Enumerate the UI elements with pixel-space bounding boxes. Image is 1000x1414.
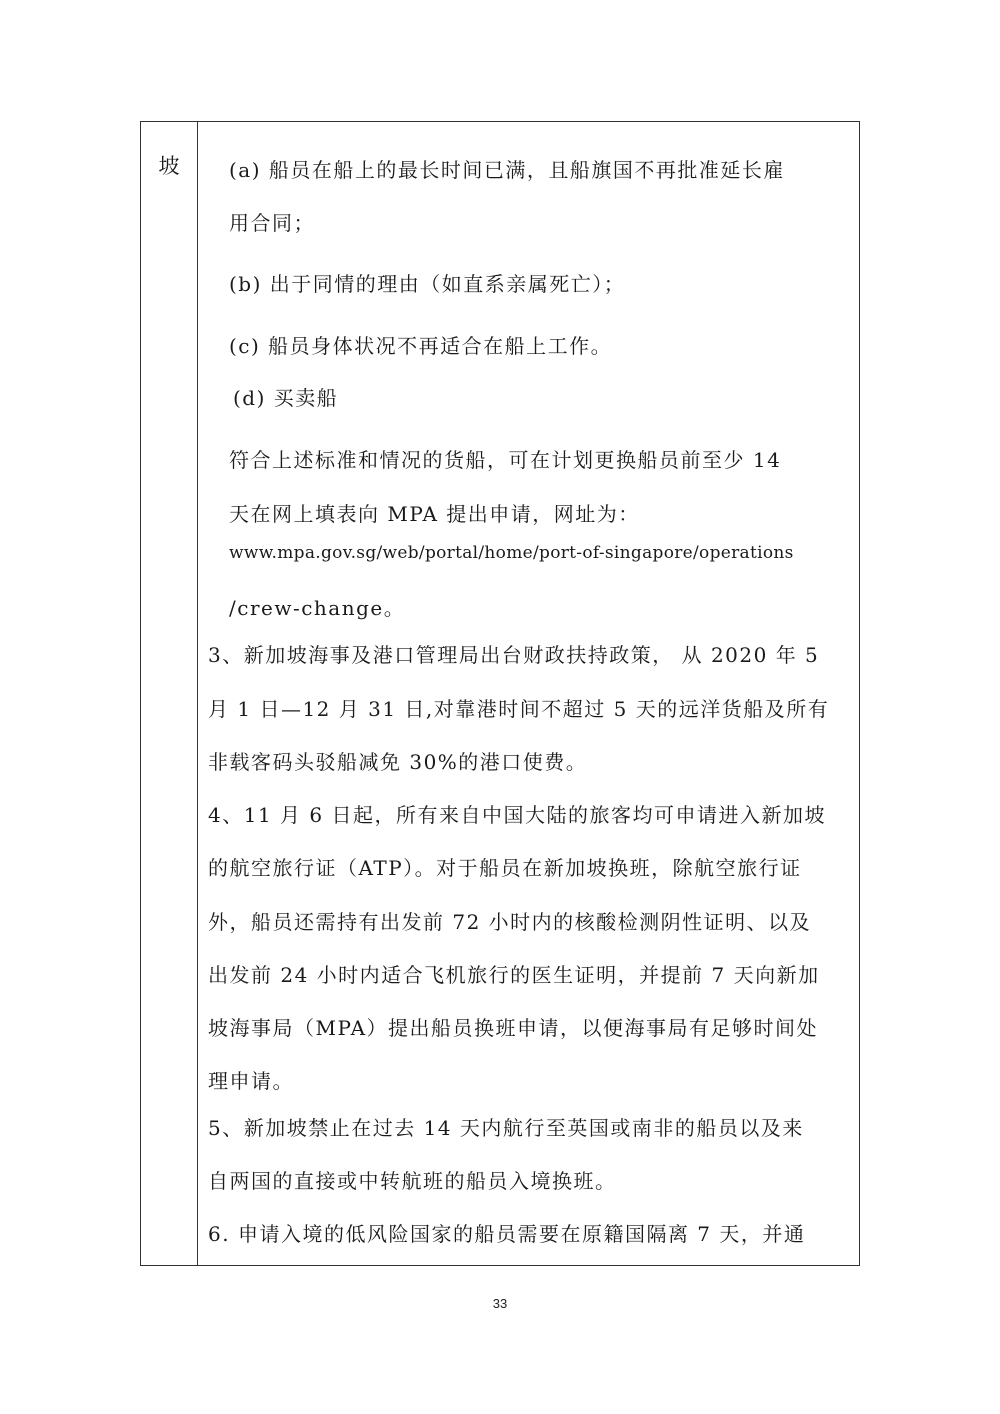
page-number: 33	[492, 1296, 508, 1311]
text-line: 6. 申请入境的低风险国家的船员需要在原籍国隔离 7 天，并通	[208, 1222, 806, 1246]
text-line: (d) 买卖船	[233, 386, 339, 410]
text-line: 4、11 月 6 日起，所有来自中国大陆的旅客均可申请进入新加坡	[208, 803, 826, 827]
text-line: 符合上述标准和情况的货船，可在计划更换船员前至少 14	[229, 448, 782, 472]
text-line: 月 1 日—12 月 31 日,对靠港时间不超过 5 天的远洋货船及所有	[208, 697, 830, 721]
text-line: 天在网上填表向 MPA 提出申请，网址为：	[229, 502, 640, 526]
text-line: 出发前 24 小时内适合飞机旅行的医生证明，并提前 7 天向新加	[208, 963, 820, 987]
text-line: 理申请。	[208, 1069, 294, 1093]
text-line: 非载客码头驳船减免 30%的港口使费。	[208, 750, 588, 774]
column-divider	[197, 122, 198, 1265]
text-line: 5、新加坡禁止在过去 14 天内航行至英国或南非的船员以及来	[208, 1116, 804, 1140]
row-label: 坡	[158, 154, 180, 178]
text-line: 3、新加坡海事及港口管理局出台财政扶持政策， 从 2020 年 5	[208, 643, 820, 667]
text-line: /crew-change。	[229, 596, 406, 620]
text-line: 用合同；	[229, 211, 315, 235]
text-line: (c) 船员身体状况不再适合在船上工作。	[229, 334, 613, 358]
text-line: (a) 船员在船上的最长时间已满，且船旗国不再批准延长雇	[229, 158, 785, 182]
content-table	[140, 121, 860, 1266]
text-line: (b) 出于同情的理由（如直系亲属死亡）；	[229, 272, 626, 296]
text-line: 的航空旅行证（ATP）。对于船员在新加坡换班，除航空旅行证	[208, 856, 802, 880]
text-line: 自两国的直接或中转航班的船员入境换班。	[208, 1169, 617, 1193]
text-line: 外，船员还需持有出发前 72 小时内的核酸检测阴性证明、以及	[208, 910, 812, 934]
text-line: 坡海事局（MPA）提出船员换班申请，以便海事局有足够时间处	[208, 1016, 819, 1040]
url-line: www.mpa.gov.sg/web/portal/home/port-of-singapore/operations	[229, 543, 794, 563]
